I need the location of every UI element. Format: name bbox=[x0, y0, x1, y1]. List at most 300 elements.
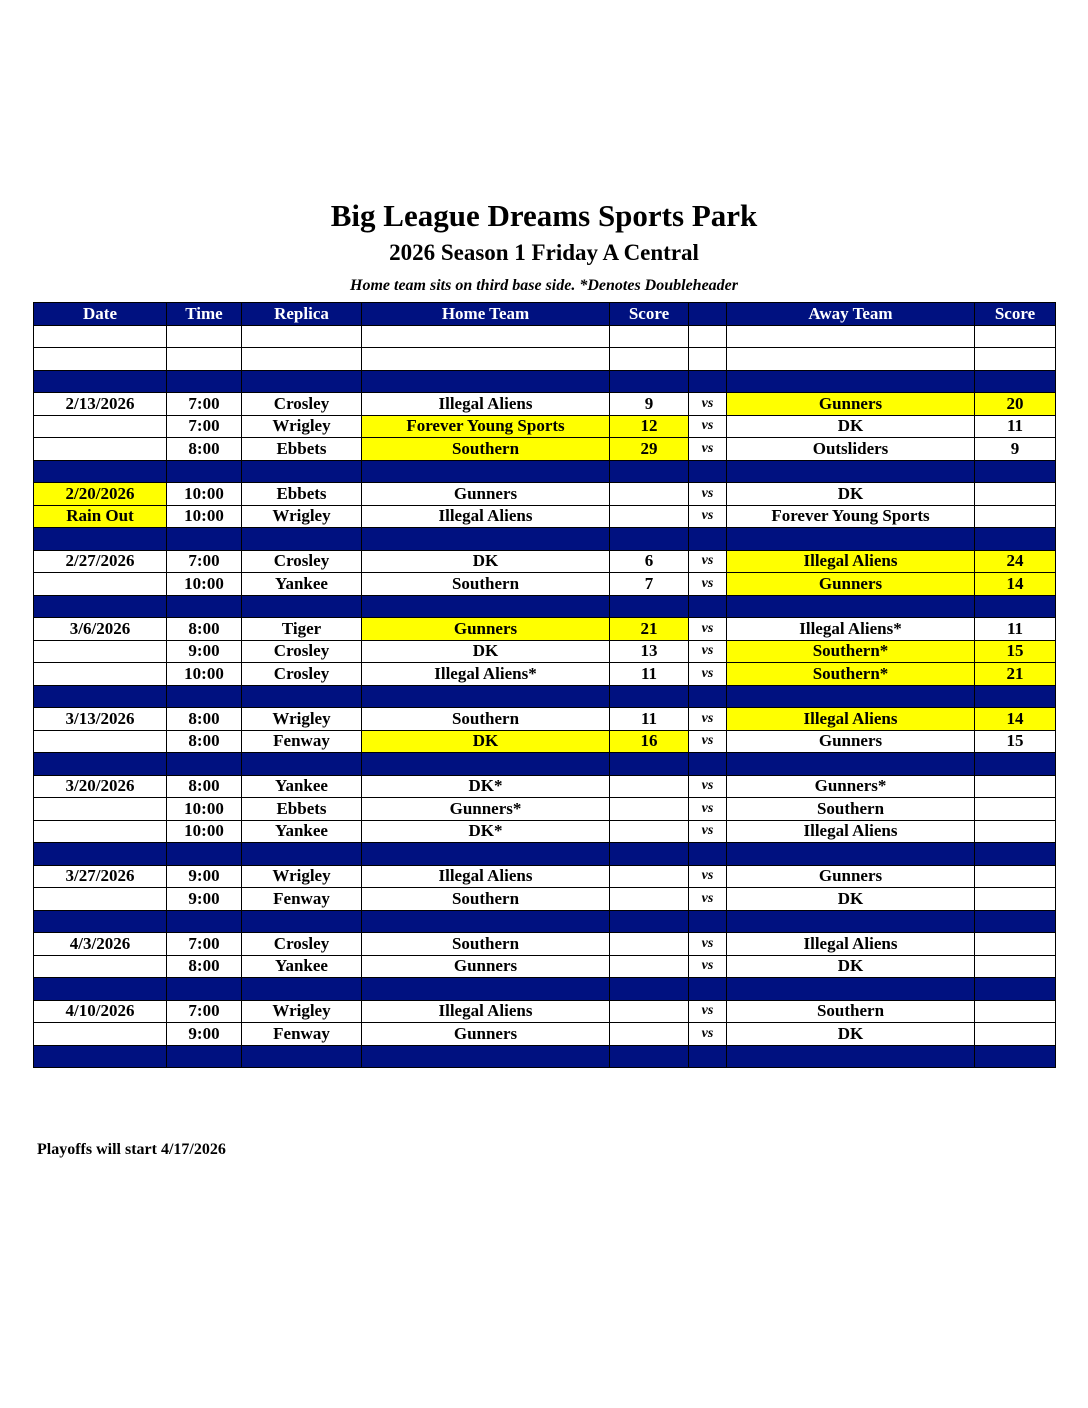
replica-cell: Yankee bbox=[242, 775, 362, 798]
home-team-cell bbox=[362, 460, 610, 483]
away-team-cell: Gunners* bbox=[727, 775, 975, 798]
date-cell bbox=[34, 820, 167, 843]
away-team-cell: Gunners bbox=[727, 730, 975, 753]
vs-cell: vs bbox=[689, 933, 727, 956]
replica-cell bbox=[242, 460, 362, 483]
away-score-cell bbox=[975, 955, 1056, 978]
replica-cell: Crosley bbox=[242, 640, 362, 663]
date-cell: 2/27/2026 bbox=[34, 550, 167, 573]
home-score-cell: 11 bbox=[610, 663, 689, 686]
vs-cell: vs bbox=[689, 415, 727, 438]
away-score-cell bbox=[975, 888, 1056, 911]
home-score-cell bbox=[610, 910, 689, 933]
vs-cell: vs bbox=[689, 640, 727, 663]
vs-cell: vs bbox=[689, 505, 727, 528]
page-title: Big League Dreams Sports Park bbox=[330, 198, 758, 233]
away-team-cell bbox=[727, 348, 975, 371]
date-cell: Rain Out bbox=[34, 505, 167, 528]
separator-row bbox=[34, 910, 1056, 933]
game-row bbox=[34, 955, 1056, 978]
vs-cell bbox=[689, 348, 727, 371]
time-cell bbox=[167, 753, 242, 776]
vs-cell bbox=[689, 843, 727, 866]
time-cell: 10:00 bbox=[167, 505, 242, 528]
replica-cell: Crosley bbox=[242, 933, 362, 956]
home-team-cell: Southern bbox=[362, 888, 610, 911]
replica-cell: Ebbets bbox=[242, 798, 362, 821]
away-team-cell: Outsliders bbox=[727, 438, 975, 461]
time-cell: 9:00 bbox=[167, 865, 242, 888]
vs-cell: vs bbox=[689, 663, 727, 686]
home-team-cell: Illegal Aliens bbox=[362, 505, 610, 528]
away-score-cell: 9 bbox=[975, 438, 1056, 461]
replica-cell: Fenway bbox=[242, 730, 362, 753]
away-team-cell: Illegal Aliens* bbox=[727, 618, 975, 641]
separator-row bbox=[34, 843, 1056, 866]
col-header-away-team: Away Team bbox=[727, 303, 975, 326]
vs-cell bbox=[689, 753, 727, 776]
vs-cell: vs bbox=[689, 483, 727, 506]
replica-cell: Ebbets bbox=[242, 438, 362, 461]
vs-cell: vs bbox=[689, 865, 727, 888]
home-team-cell: Illegal Aliens* bbox=[362, 663, 610, 686]
date-cell bbox=[34, 348, 167, 371]
home-score-cell bbox=[610, 348, 689, 371]
away-score-cell bbox=[975, 910, 1056, 933]
vs-cell: vs bbox=[689, 775, 727, 798]
home-score-cell bbox=[610, 955, 689, 978]
home-team-cell: Illegal Aliens bbox=[362, 393, 610, 416]
game-row bbox=[34, 708, 1056, 731]
away-score-cell bbox=[975, 820, 1056, 843]
away-team-cell: Southern bbox=[727, 1000, 975, 1023]
time-cell: 7:00 bbox=[167, 415, 242, 438]
date-cell bbox=[34, 753, 167, 776]
away-team-cell: DK bbox=[727, 1023, 975, 1046]
vs-cell: vs bbox=[689, 573, 727, 596]
time-cell: 8:00 bbox=[167, 708, 242, 731]
replica-cell: Fenway bbox=[242, 1023, 362, 1046]
home-team-cell: Southern bbox=[362, 708, 610, 731]
replica-cell: Wrigley bbox=[242, 865, 362, 888]
away-team-cell bbox=[727, 910, 975, 933]
date-cell bbox=[34, 1045, 167, 1068]
date-cell: 4/10/2026 bbox=[34, 1000, 167, 1023]
time-cell bbox=[167, 348, 242, 371]
away-team-cell bbox=[727, 595, 975, 618]
home-team-cell: Forever Young Sports bbox=[362, 415, 610, 438]
replica-cell: Fenway bbox=[242, 888, 362, 911]
game-row bbox=[34, 640, 1056, 663]
date-cell: 2/20/2026 bbox=[34, 483, 167, 506]
replica-cell: Wrigley bbox=[242, 415, 362, 438]
date-cell: 4/3/2026 bbox=[34, 933, 167, 956]
time-cell bbox=[167, 460, 242, 483]
vs-cell: vs bbox=[689, 1023, 727, 1046]
vs-cell: vs bbox=[689, 393, 727, 416]
away-score-cell bbox=[975, 370, 1056, 393]
away-team-cell: Southern bbox=[727, 798, 975, 821]
away-score-cell bbox=[975, 348, 1056, 371]
replica-cell: Yankee bbox=[242, 573, 362, 596]
away-score-cell bbox=[975, 978, 1056, 1001]
home-team-cell: DK bbox=[362, 640, 610, 663]
time-cell: 10:00 bbox=[167, 573, 242, 596]
date-cell bbox=[34, 415, 167, 438]
time-cell: 7:00 bbox=[167, 393, 242, 416]
date-cell bbox=[34, 595, 167, 618]
home-score-cell bbox=[610, 978, 689, 1001]
col-header-time: Time bbox=[167, 303, 242, 326]
home-score-cell bbox=[610, 865, 689, 888]
time-cell bbox=[167, 843, 242, 866]
replica-cell: Ebbets bbox=[242, 483, 362, 506]
replica-cell bbox=[242, 978, 362, 1001]
vs-cell: vs bbox=[689, 955, 727, 978]
away-score-cell bbox=[975, 843, 1056, 866]
home-team-cell: Gunners bbox=[362, 1023, 610, 1046]
separator-row bbox=[34, 1045, 1056, 1068]
home-score-cell: 6 bbox=[610, 550, 689, 573]
replica-cell: Wrigley bbox=[242, 505, 362, 528]
date-cell bbox=[34, 910, 167, 933]
home-score-cell bbox=[610, 843, 689, 866]
date-cell bbox=[34, 843, 167, 866]
game-row bbox=[34, 415, 1056, 438]
time-cell: 7:00 bbox=[167, 1000, 242, 1023]
away-score-cell bbox=[975, 505, 1056, 528]
time-cell bbox=[167, 595, 242, 618]
home-score-cell bbox=[610, 370, 689, 393]
date-cell: 2/13/2026 bbox=[34, 393, 167, 416]
time-cell: 10:00 bbox=[167, 820, 242, 843]
vs-cell: vs bbox=[689, 708, 727, 731]
home-team-cell: Gunners bbox=[362, 483, 610, 506]
away-score-cell bbox=[975, 460, 1056, 483]
replica-cell bbox=[242, 685, 362, 708]
vs-cell: vs bbox=[689, 550, 727, 573]
date-cell bbox=[34, 1023, 167, 1046]
home-team-cell bbox=[362, 595, 610, 618]
date-cell: 3/13/2026 bbox=[34, 708, 167, 731]
home-score-cell: 16 bbox=[610, 730, 689, 753]
replica-cell bbox=[242, 348, 362, 371]
vs-cell: vs bbox=[689, 798, 727, 821]
home-team-cell bbox=[362, 843, 610, 866]
date-cell bbox=[34, 640, 167, 663]
date-cell: 3/27/2026 bbox=[34, 865, 167, 888]
away-team-cell: DK bbox=[727, 955, 975, 978]
col-header-replica: Replica bbox=[242, 303, 362, 326]
date-cell bbox=[34, 978, 167, 1001]
vs-cell: vs bbox=[689, 438, 727, 461]
replica-cell: Yankee bbox=[242, 955, 362, 978]
away-score-cell bbox=[975, 528, 1056, 551]
replica-cell: Wrigley bbox=[242, 708, 362, 731]
away-team-cell bbox=[727, 1045, 975, 1068]
home-team-cell bbox=[362, 1045, 610, 1068]
home-team-cell bbox=[362, 685, 610, 708]
time-cell bbox=[167, 685, 242, 708]
replica-cell bbox=[242, 370, 362, 393]
away-team-cell: Illegal Aliens bbox=[727, 933, 975, 956]
home-score-cell bbox=[610, 595, 689, 618]
game-row bbox=[34, 483, 1056, 506]
home-team-cell: DK* bbox=[362, 775, 610, 798]
away-score-cell bbox=[975, 685, 1056, 708]
home-score-cell bbox=[610, 1045, 689, 1068]
away-score-cell: 11 bbox=[975, 618, 1056, 641]
game-row bbox=[34, 618, 1056, 641]
home-team-cell: Southern bbox=[362, 438, 610, 461]
home-score-cell bbox=[610, 1023, 689, 1046]
replica-cell bbox=[242, 528, 362, 551]
replica-cell: Crosley bbox=[242, 550, 362, 573]
away-team-cell bbox=[727, 978, 975, 1001]
replica-cell bbox=[242, 1045, 362, 1068]
time-cell: 8:00 bbox=[167, 438, 242, 461]
time-cell: 10:00 bbox=[167, 483, 242, 506]
game-row bbox=[34, 663, 1056, 686]
away-score-cell bbox=[975, 933, 1056, 956]
home-team-cell: Gunners* bbox=[362, 798, 610, 821]
game-row bbox=[34, 438, 1056, 461]
home-team-cell: Illegal Aliens bbox=[362, 1000, 610, 1023]
replica-cell: Wrigley bbox=[242, 1000, 362, 1023]
separator-row bbox=[34, 685, 1056, 708]
away-score-cell: 14 bbox=[975, 573, 1056, 596]
home-team-cell bbox=[362, 910, 610, 933]
home-score-cell bbox=[610, 798, 689, 821]
home-team-cell bbox=[362, 348, 610, 371]
game-row bbox=[34, 730, 1056, 753]
vs-cell bbox=[689, 370, 727, 393]
date-cell bbox=[34, 798, 167, 821]
col-header-vs bbox=[689, 303, 727, 326]
home-score-cell: 11 bbox=[610, 708, 689, 731]
time-cell: 8:00 bbox=[167, 618, 242, 641]
away-score-cell bbox=[975, 1023, 1056, 1046]
away-team-cell bbox=[727, 528, 975, 551]
date-cell: 3/6/2026 bbox=[34, 618, 167, 641]
away-score-cell: 15 bbox=[975, 730, 1056, 753]
home-team-cell: DK bbox=[362, 730, 610, 753]
away-team-cell: Illegal Aliens bbox=[727, 708, 975, 731]
home-score-cell bbox=[610, 685, 689, 708]
home-team-cell bbox=[362, 753, 610, 776]
away-score-cell: 21 bbox=[975, 663, 1056, 686]
vs-cell bbox=[689, 528, 727, 551]
home-score-cell bbox=[610, 528, 689, 551]
separator-row bbox=[34, 978, 1056, 1001]
away-team-cell: Illegal Aliens bbox=[727, 550, 975, 573]
home-score-cell bbox=[610, 483, 689, 506]
vs-cell bbox=[689, 910, 727, 933]
separator-row bbox=[34, 753, 1056, 776]
home-score-cell bbox=[610, 325, 689, 348]
game-row bbox=[34, 933, 1056, 956]
date-cell bbox=[34, 460, 167, 483]
home-team-cell: Southern bbox=[362, 573, 610, 596]
vs-cell: vs bbox=[689, 730, 727, 753]
date-cell bbox=[34, 573, 167, 596]
game-row bbox=[34, 550, 1056, 573]
time-cell: 10:00 bbox=[167, 663, 242, 686]
home-team-cell: Southern bbox=[362, 933, 610, 956]
home-score-cell bbox=[610, 1000, 689, 1023]
time-cell: 10:00 bbox=[167, 798, 242, 821]
home-score-cell bbox=[610, 460, 689, 483]
time-cell: 7:00 bbox=[167, 933, 242, 956]
home-score-cell bbox=[610, 505, 689, 528]
game-row bbox=[34, 798, 1056, 821]
game-row bbox=[34, 393, 1056, 416]
schedule-body bbox=[34, 325, 1056, 1068]
home-score-cell: 9 bbox=[610, 393, 689, 416]
away-score-cell bbox=[975, 753, 1056, 776]
home-score-cell bbox=[610, 753, 689, 776]
vs-cell bbox=[689, 685, 727, 708]
time-cell: 7:00 bbox=[167, 550, 242, 573]
away-team-cell bbox=[727, 325, 975, 348]
col-header-away-score: Score bbox=[975, 303, 1056, 326]
page-subtitle: 2026 Season 1 Friday A Central bbox=[389, 240, 699, 265]
col-header-date: Date bbox=[34, 303, 167, 326]
away-team-cell: DK bbox=[727, 415, 975, 438]
schedule-note: Home team sits on third base side. *Denotes Doubleheader bbox=[350, 277, 738, 294]
home-team-cell bbox=[362, 370, 610, 393]
game-row bbox=[34, 1000, 1056, 1023]
time-cell: 8:00 bbox=[167, 775, 242, 798]
home-team-cell: Gunners bbox=[362, 618, 610, 641]
away-score-cell: 14 bbox=[975, 708, 1056, 731]
vs-cell: vs bbox=[689, 1000, 727, 1023]
away-team-cell bbox=[727, 843, 975, 866]
away-score-cell: 15 bbox=[975, 640, 1056, 663]
date-cell bbox=[34, 730, 167, 753]
replica-cell bbox=[242, 325, 362, 348]
schedule-table bbox=[33, 302, 1056, 1068]
home-score-cell: 29 bbox=[610, 438, 689, 461]
home-score-cell: 21 bbox=[610, 618, 689, 641]
game-row bbox=[34, 888, 1056, 911]
col-header-home-score: Score bbox=[610, 303, 689, 326]
home-score-cell: 12 bbox=[610, 415, 689, 438]
home-team-cell bbox=[362, 325, 610, 348]
blank-row bbox=[34, 325, 1056, 348]
away-team-cell bbox=[727, 753, 975, 776]
away-team-cell: Gunners bbox=[727, 573, 975, 596]
away-team-cell: DK bbox=[727, 888, 975, 911]
replica-cell: Crosley bbox=[242, 663, 362, 686]
date-cell bbox=[34, 528, 167, 551]
time-cell: 9:00 bbox=[167, 888, 242, 911]
away-score-cell bbox=[975, 595, 1056, 618]
home-team-cell: Illegal Aliens bbox=[362, 865, 610, 888]
vs-cell bbox=[689, 460, 727, 483]
away-team-cell bbox=[727, 370, 975, 393]
away-score-cell bbox=[975, 865, 1056, 888]
date-cell bbox=[34, 438, 167, 461]
replica-cell: Yankee bbox=[242, 820, 362, 843]
playoffs-note: Playoffs will start 4/17/2026 bbox=[37, 1141, 226, 1158]
game-row bbox=[34, 573, 1056, 596]
game-row bbox=[34, 1023, 1056, 1046]
replica-cell: Crosley bbox=[242, 393, 362, 416]
time-cell bbox=[167, 528, 242, 551]
replica-cell bbox=[242, 753, 362, 776]
away-score-cell: 20 bbox=[975, 393, 1056, 416]
replica-cell bbox=[242, 910, 362, 933]
away-team-cell bbox=[727, 460, 975, 483]
home-team-cell bbox=[362, 978, 610, 1001]
away-team-cell bbox=[727, 685, 975, 708]
away-team-cell: Southern* bbox=[727, 640, 975, 663]
home-score-cell bbox=[610, 888, 689, 911]
vs-cell bbox=[689, 325, 727, 348]
time-cell bbox=[167, 978, 242, 1001]
vs-cell: vs bbox=[689, 820, 727, 843]
home-team-cell bbox=[362, 528, 610, 551]
away-score-cell bbox=[975, 775, 1056, 798]
separator-row bbox=[34, 460, 1056, 483]
blank-row bbox=[34, 348, 1056, 371]
away-score-cell bbox=[975, 483, 1056, 506]
replica-cell: Tiger bbox=[242, 618, 362, 641]
vs-cell bbox=[689, 1045, 727, 1068]
col-header-home-team: Home Team bbox=[362, 303, 610, 326]
game-row bbox=[34, 505, 1056, 528]
vs-cell: vs bbox=[689, 618, 727, 641]
home-score-cell bbox=[610, 933, 689, 956]
date-cell bbox=[34, 663, 167, 686]
date-cell bbox=[34, 325, 167, 348]
away-team-cell: DK bbox=[727, 483, 975, 506]
time-cell: 9:00 bbox=[167, 640, 242, 663]
date-cell bbox=[34, 685, 167, 708]
separator-row bbox=[34, 528, 1056, 551]
time-cell bbox=[167, 370, 242, 393]
home-team-cell: DK bbox=[362, 550, 610, 573]
replica-cell bbox=[242, 843, 362, 866]
date-cell bbox=[34, 955, 167, 978]
away-team-cell: Gunners bbox=[727, 393, 975, 416]
vs-cell bbox=[689, 978, 727, 1001]
game-row bbox=[34, 865, 1056, 888]
time-cell: 9:00 bbox=[167, 1023, 242, 1046]
time-cell bbox=[167, 325, 242, 348]
home-score-cell: 7 bbox=[610, 573, 689, 596]
time-cell: 8:00 bbox=[167, 730, 242, 753]
header-row bbox=[34, 303, 1056, 326]
date-cell bbox=[34, 370, 167, 393]
game-row bbox=[34, 775, 1056, 798]
home-score-cell bbox=[610, 775, 689, 798]
vs-cell bbox=[689, 595, 727, 618]
away-score-cell bbox=[975, 1045, 1056, 1068]
away-team-cell: Gunners bbox=[727, 865, 975, 888]
away-score-cell: 11 bbox=[975, 415, 1056, 438]
home-score-cell: 13 bbox=[610, 640, 689, 663]
away-score-cell bbox=[975, 1000, 1056, 1023]
away-score-cell bbox=[975, 325, 1056, 348]
game-row bbox=[34, 820, 1056, 843]
time-cell bbox=[167, 1045, 242, 1068]
home-team-cell: Gunners bbox=[362, 955, 610, 978]
date-cell bbox=[34, 888, 167, 911]
vs-cell: vs bbox=[689, 888, 727, 911]
away-team-cell: Forever Young Sports bbox=[727, 505, 975, 528]
